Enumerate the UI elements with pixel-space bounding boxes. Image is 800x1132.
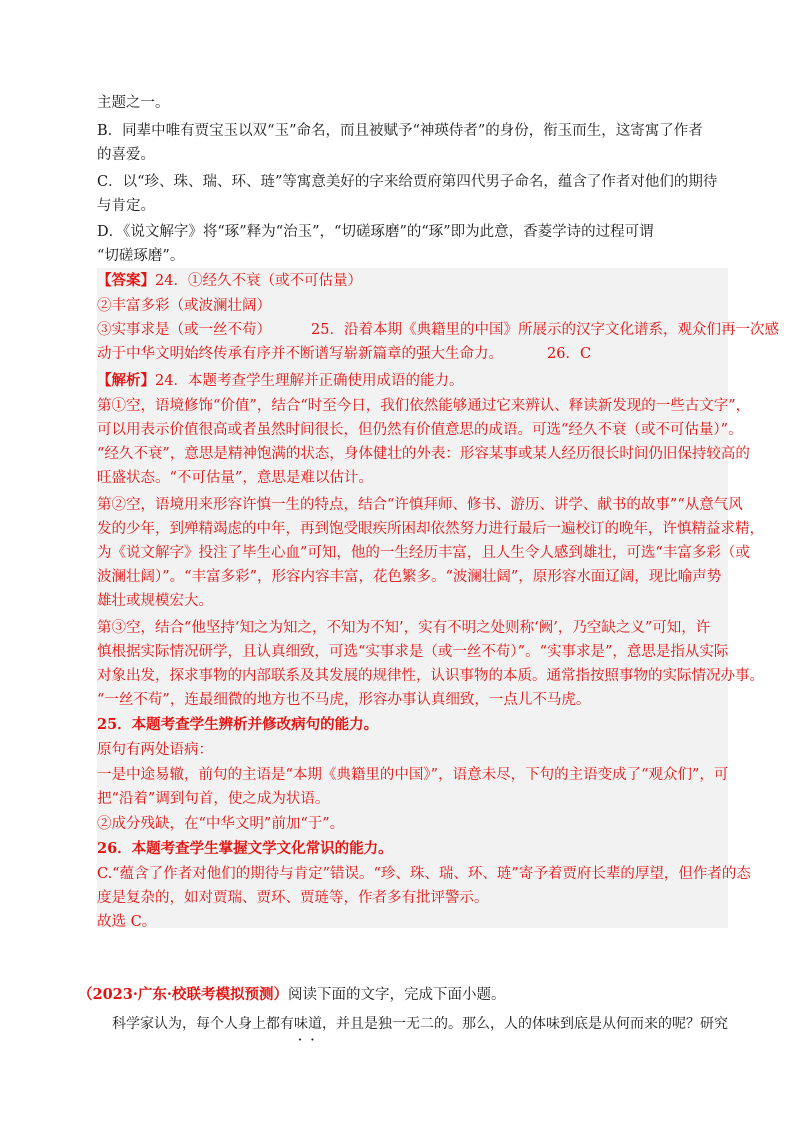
analysis-text: 第②空，语境用来形容许慎一生的特点，结合“许慎拜师、修书、游历、讲学、献书的故事”“从意气风 [97,497,743,513]
passage-text: ，并且是独一无二的。那么，人的体味到底是从何而来的呢？研究 [322,1016,728,1032]
answer-line3 [97,320,779,340]
analysis-text: 把“沿着”调到句首，使之成为状语。 [97,791,330,807]
analysis-text: ②成分残缺，在“中华文明”前加“于”。 [97,816,345,832]
analysis-text: 原句有两处语病： [97,742,213,758]
option-a-tail: 主题之一。 [97,95,170,111]
answer-24: 24．①经久不衰（或不可估量） [155,273,362,289]
analysis-text: 一是中途易辙，前句的主语是“本期《典籍里的中国》”，语意未尽，下句的主语变成了“观众们”，可 [97,767,729,783]
question-instruction: 阅读下面的文字，完成下面小题。 [287,987,506,1003]
analysis-text: C.“蕴含了作者对他们的期待与肯定”错误。“珍、珠、瑞、环、琏”寄予着贾府长辈的厚望，但作者的态 [97,866,751,882]
analysis-24-title: 24．本题考查学生理解并正确使用成语的能力。 [155,373,464,389]
analysis-conclusion: 故选 C。 [97,914,157,930]
analysis-text: 旺盛状态。“不可估量”，意思是难以估计。 [97,470,373,486]
analysis-text: 对象出发，探求事物的内部联系及其发展的规律性，认识事物的本质。通常指按照事物的实际情况办事。 [97,668,764,684]
analysis-tag: 【解析】 [97,372,155,389]
question-source: （2023·广东·校联考模拟预测） [78,986,288,1003]
answer-line1 [97,271,362,291]
option-c-line2: 与肯定。 [97,198,155,214]
option-d-line2: “切磋琢磨”。 [97,248,185,264]
analysis-26-title: 26．本题考查学生掌握文学文化常识的能力。 [97,840,393,857]
analysis-text: 雄壮或规模宏大。 [97,593,213,609]
analysis-25-title: 25．本题考查学生辨析并修改病句的能力。 [97,716,379,733]
answer-26: 26．C [547,346,592,362]
option-b-line2: 的喜爱。 [97,147,155,163]
analysis-text: 为《说文解字》投注了毕生心血”可知，他的一生经历丰富，且人生令人感到雄壮，可选“丰富多彩（或 [97,545,750,561]
next-question-header [78,985,505,1005]
answer-25-cont: 动于中华文明始终传承有序并不断谱写崭新篇章的强大生命力。 [97,346,503,362]
answer-25: 25．沿着本期《典籍里的中国》所展示的汉字文化谱系，观众们再一次感 [311,322,779,338]
analysis-text: 度是复杂的，如对贾瑞、贾环、贾琏等，作者多有批评警示。 [97,890,489,906]
emphasis-dotted-word: 味道 • • [294,1016,322,1032]
analysis-text: 可以用表示价值很高或者虽然时间很长，但仍然有价值意思的成语。可选“经久不衰（或不可估量）”。 [97,422,743,438]
option-b-line1: B．同辈中唯有贾宝玉以双“玉”命名，而且被赋予“神瑛侍者”的身份，衔玉而生，这寄寓了作者 [97,123,703,139]
option-c-line1: C．以“珍、珠、瑞、环、琏”等寓意美好的字来给贾府第四代男子命名，蕴含了作者对他们的期待 [97,174,718,190]
analysis-text: 慎根据实际情况研学，且认真细致，可选“实事求是（或一丝不苟）”。“实事求是”，意思是指从实际 [97,644,729,660]
answer-line4 [97,344,591,364]
analysis-text: 第①空，语境修饰“价值”，结合“时至今日，我们依然能够通过它来辨认、释读新发现的一些古文字”， [97,398,751,414]
answer-line2: ②丰富多彩（或波澜壮阔） [97,298,271,314]
answer-tag: 【答案】 [97,272,155,289]
passage-text: 科学家认为，每个人身上都有 [112,1016,294,1032]
option-d-line1: D．《说文解字》将“琢”释为“治玉”，“切磋琢磨”的“琢”即为此意，香菱学诗的过程可谓 [97,224,654,240]
answer-24-3: ③实事求是（或一丝不苟） [97,322,271,338]
analysis-text: “一丝不苟”，连最细微的地方也不马虎，形容办事认真细致，一点儿不马虎。 [97,692,591,708]
analysis-text: 波澜壮阔）”。“丰富多彩”，形容内容丰富，花色繁多。“波澜壮阔”，原形容水面辽阔，现比喻声势 [97,569,722,585]
analysis-text: 发的少年，到殚精竭虑的中年，再到饱受眼疾所困却依然努力进行最后一遍校订的晚年，许慎精益求精， [97,521,764,537]
passage-line1 [112,1014,728,1034]
analysis-text: “经久不衰”，意思是精神饱满的状态，身体健壮的外表：形容某事或某人经历很长时间仍旧保持较高的 [97,446,750,462]
analysis-line1 [97,371,463,391]
analysis-text: 第③空，结合“他坚持‘知之为知之，不知为不知’，实有不明之处则称‘阙’，乃空缺之义”可知，许 [97,620,711,636]
